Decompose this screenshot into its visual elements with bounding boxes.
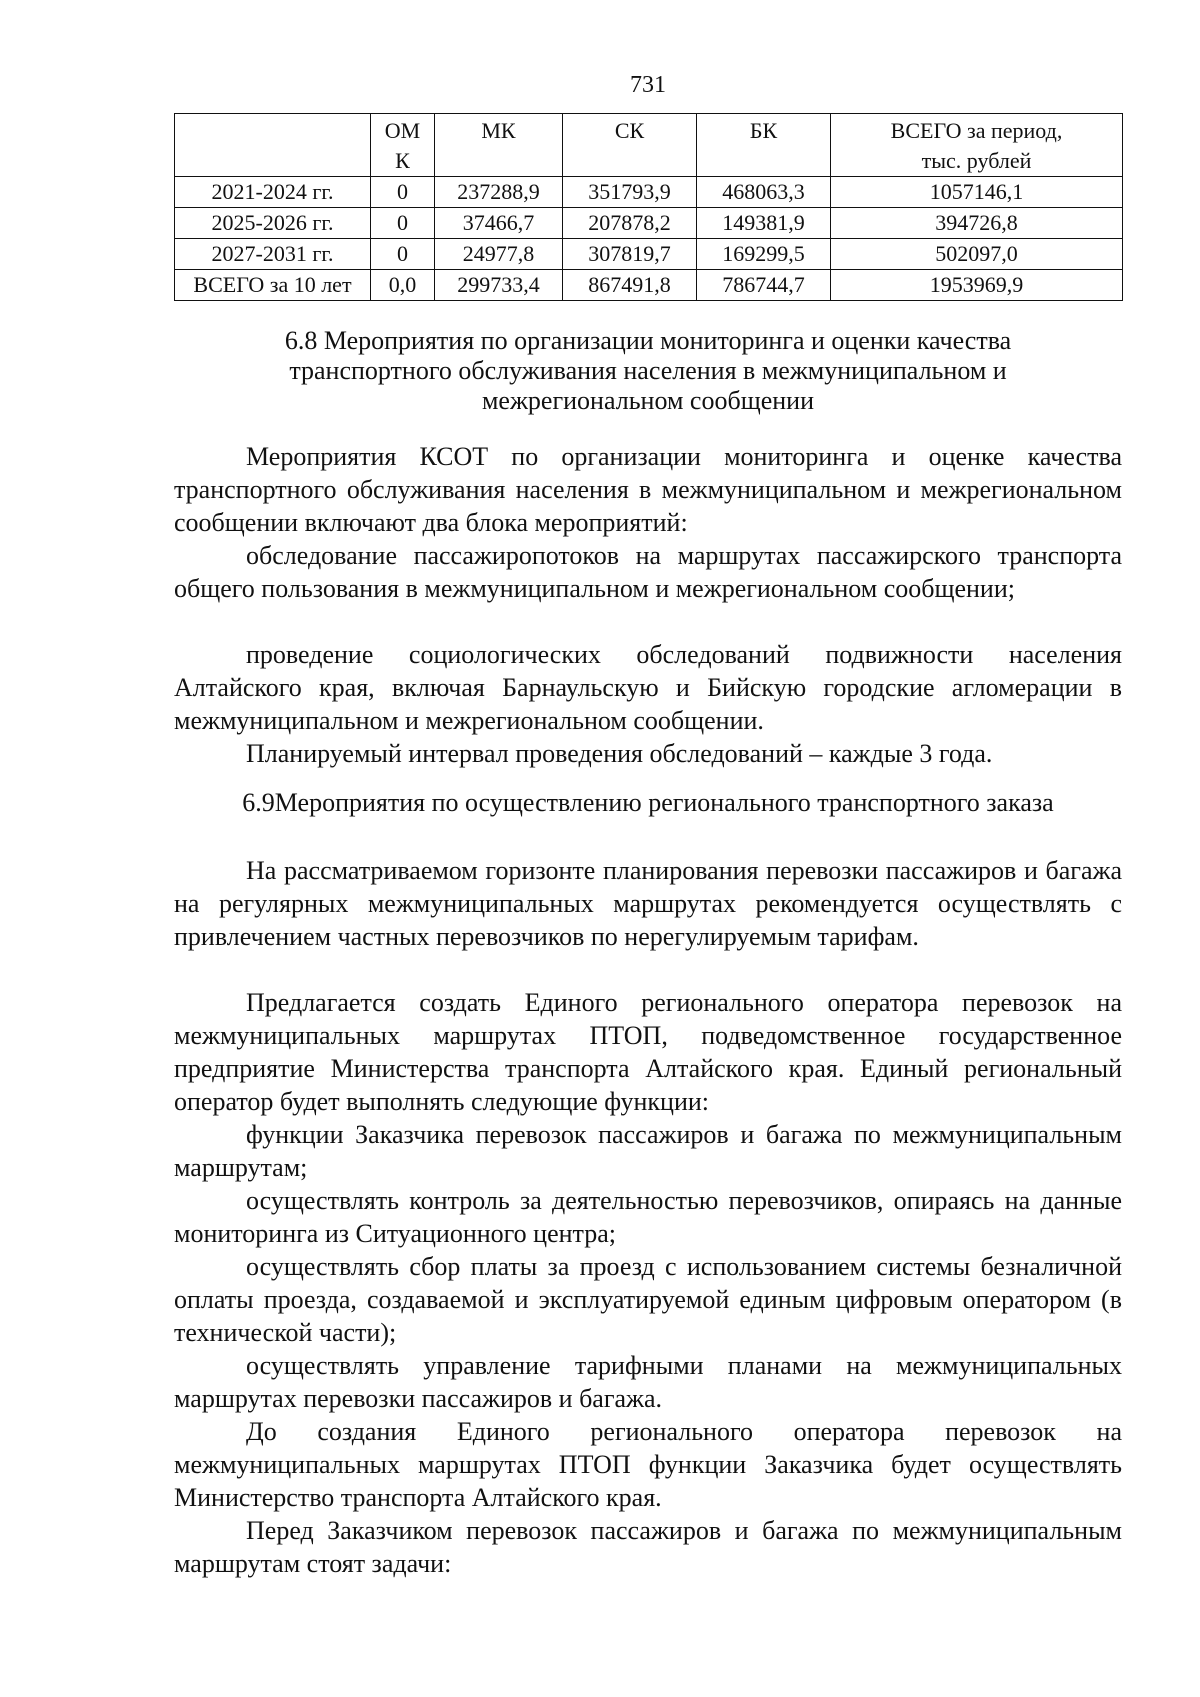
section-6-9-heading: 6.9Мероприятия по осуществлению регионального транспортного заказа — [242, 788, 1054, 817]
table-row — [175, 239, 1123, 270]
table-cell: 24977,8 — [435, 239, 563, 270]
list-item: осуществлять управление тарифными планами на межмуниципальных маршрутах перевозки пассажиров и багажа. — [174, 1351, 1122, 1413]
table-cell: ВСЕГО за 10 лет — [175, 270, 371, 301]
table-total-row — [175, 270, 1123, 301]
table-cell: 0 — [371, 177, 435, 208]
table-cell: 299733,4 — [435, 270, 563, 301]
table-row — [175, 177, 1123, 208]
table-header-cell: ВСЕГО за период, тыс. рублей — [831, 114, 1123, 177]
paragraph: Предлагается создать Единого регионального оператора перевозок на межмуниципальных маршрутах ПТОП, подведомственное государственное предприятие Министерства транспорта Алтайского края. Единый региональный оператор будет выполнять следующие функции: — [174, 988, 1122, 1116]
list-item: осуществлять сбор платы за проезд с использованием системы безналичной оплаты проезда, создаваемой и эксплуатируемой единым цифровым оператором (в технической части); — [174, 1252, 1122, 1347]
table-cell: 0 — [371, 239, 435, 270]
table-cell: 207878,2 — [563, 208, 697, 239]
table-cell: 1953969,9 — [831, 270, 1123, 301]
table-cell: 2027-2031 гг. — [175, 239, 371, 270]
section-6-8-heading: 6.8 Мероприятия по организации мониторинга и оценки качества транспортного обслуживания населения в межмуниципальном и межрегиональном сообщении — [284, 326, 1012, 415]
table-cell: 502097,0 — [831, 239, 1123, 270]
table-cell: 2021-2024 гг. — [175, 177, 371, 208]
table-header-row — [175, 114, 1123, 177]
table-cell: 237288,9 — [435, 177, 563, 208]
table-cell: 2025-2026 гг. — [175, 208, 371, 239]
page-number: 731 — [630, 72, 666, 98]
table-cell: 867491,8 — [563, 270, 697, 301]
list-item: обследование пассажиропотоков на маршрутах пассажирского транспорта общего пользования в межмуниципальном и межрегиональном сообщении; — [174, 541, 1122, 603]
table-cell: 786744,7 — [697, 270, 831, 301]
table-cell: 394726,8 — [831, 208, 1123, 239]
list-item: функции Заказчика перевозок пассажиров и багажа по межмуниципальным маршрутам; — [174, 1120, 1122, 1182]
table-cell: 307819,7 — [563, 239, 697, 270]
paragraph: Мероприятия КСОТ по организации мониторинга и оценке качества транспортного обслуживания населения в межмуниципальном и межрегиональном сообщении включают два блока мероприятий: — [174, 442, 1122, 537]
table-header-cell — [175, 114, 371, 177]
table-cell: 351793,9 — [563, 177, 697, 208]
table-header-cell: БК — [697, 114, 831, 177]
table-header-cell: СК — [563, 114, 697, 177]
paragraph: На рассматриваемом горизонте планирования перевозки пассажиров и багажа на регулярных межмуниципальных маршрутах рекомендуется осуществлять с привлечением частных перевозчиков по нерегулируемым тарифам. — [174, 856, 1122, 951]
table-row — [175, 208, 1123, 239]
table-cell: 1057146,1 — [831, 177, 1123, 208]
table-header-cell: ОМ К — [371, 114, 435, 177]
table-cell: 149381,9 — [697, 208, 831, 239]
table-cell: 37466,7 — [435, 208, 563, 239]
table-cell: 0,0 — [371, 270, 435, 301]
table-cell: 0 — [371, 208, 435, 239]
table-cell: 169299,5 — [697, 239, 831, 270]
list-item: осуществлять контроль за деятельностью перевозчиков, опираясь на данные мониторинга из Ситуационного центра; — [174, 1186, 1122, 1248]
table-header-cell: МК — [435, 114, 563, 177]
funding-table — [174, 113, 1123, 301]
list-item: проведение социологических обследований подвижности населения Алтайского края, включая Барнаульскую и Бийскую городские агломерации в межмуниципальном и межрегиональном сообщении. — [174, 640, 1122, 735]
paragraph: Планируемый интервал проведения обследований – каждые 3 года. — [246, 739, 993, 768]
paragraph: Перед Заказчиком перевозок пассажиров и багажа по межмуниципальным маршрутам стоят задачи: — [174, 1516, 1122, 1578]
table-cell: 468063,3 — [697, 177, 831, 208]
paragraph: До создания Единого регионального оператора перевозок на межмуниципальных маршрутах ПТОП функции Заказчика будет осуществлять Министерство транспорта Алтайского края. — [174, 1417, 1122, 1512]
